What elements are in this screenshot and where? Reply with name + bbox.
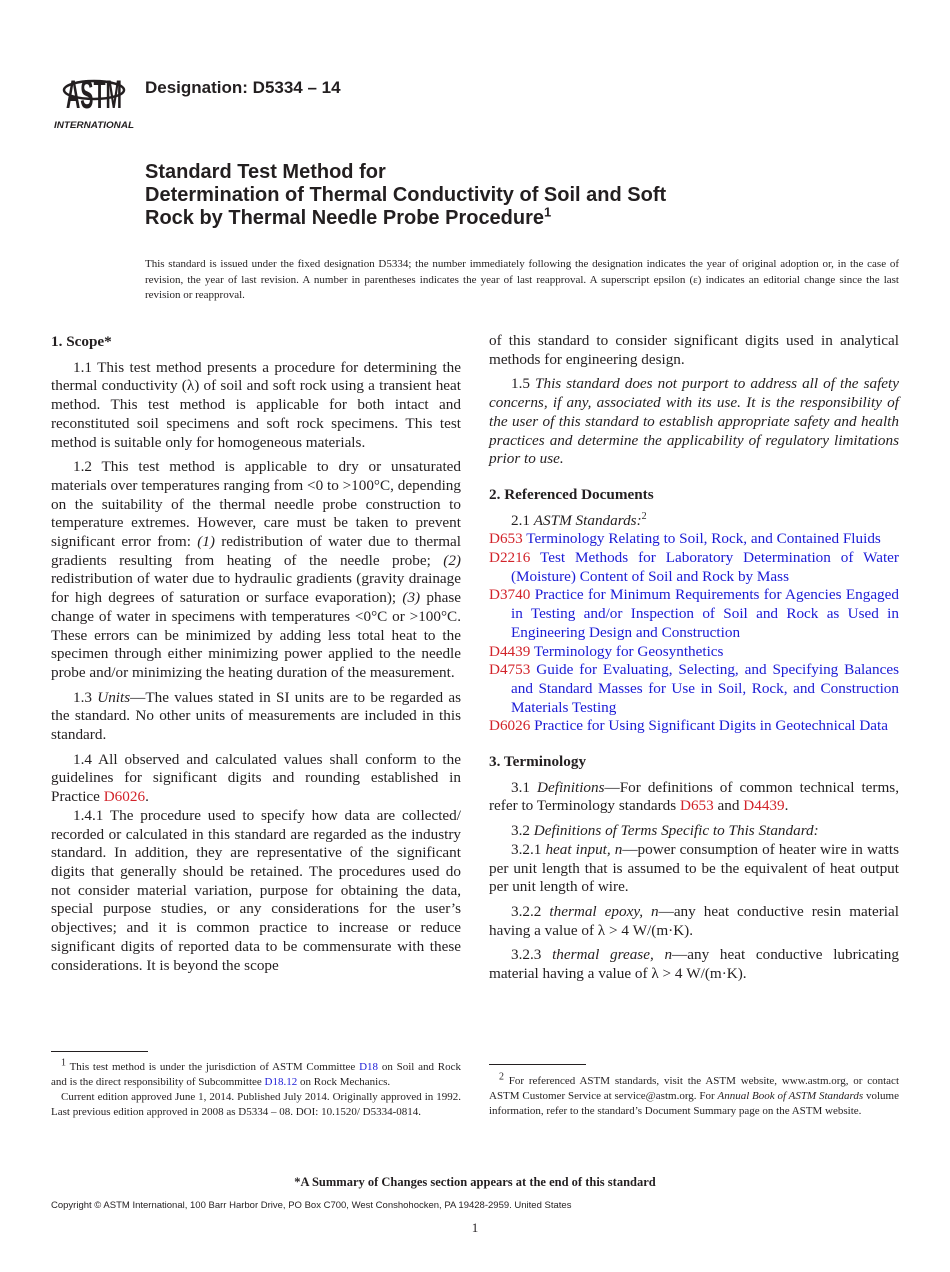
link-d18-12[interactable]: D18.12: [264, 1076, 298, 1088]
title-line-1: Standard Test Method for: [145, 161, 386, 183]
para-3-2-2: 3.2.2 thermal epoxy, n—any heat conductive resin material having a value of λ > 4 W/(m·K).: [489, 902, 899, 939]
section-3-heading: 3. Terminology: [489, 753, 587, 771]
copyright: Copyright © ASTM International, 100 Barr Harbor Drive, PO Box C700, West Conshohocken, PA 19428-2959. United States: [51, 1200, 572, 1211]
para-1-4: 1.4 All observed and calculated values shall conform to the guidelines for significant digits and rounding established in Practice D6026.: [51, 750, 461, 806]
intro-note: This standard is issued under the fixed designation D5334; the number immediately following the designation indicates the year of original adoption or, in the case of revision, the year of last revision. A number in parentheses indicates the year of last reapproval. A superscript epsilon (ε) indicates an editorial change since the last revision or reapproval.: [145, 258, 899, 301]
para-2-1: 2.1 ASTM Standards:$^2$: [511, 510, 647, 529]
para-1-5: 1.5 This standard does not purport to address all of the safety concerns, if any, associated with its use. It is the responsibility of the user of this standard to establish appropriate safety and health practices and determine the applicability of regulatory limitations prior to use.: [489, 375, 900, 468]
footnote-2: $^2$ For referenced ASTM standards, visit the ASTM website, www.astm.org, or contact ASTM Customer Service at service@astm.org. For Annual Book of ASTM Standards volume information, refer to the standard’s Document Summary page on the ASTM website.: [489, 1071, 899, 1117]
para-1-1: 1.1 This test method presents a procedure for determining the thermal conductivity (λ) of soil and soft rock using a transient heat method. This test method is applicable for both intact and reconstituted soil specimens and soft rock specimens. This test method is suitable only for homogeneous materials.: [51, 358, 461, 451]
para-3-2-3: 3.2.3 thermal grease, n—any heat conductive lubricating material having a value of λ > 4 W/(m·K).: [489, 946, 899, 983]
link-d4439[interactable]: D4439: [743, 797, 785, 815]
document-title: [145, 161, 666, 230]
astm-logo: [53, 58, 135, 130]
footnote-rule-right: [489, 1064, 586, 1065]
title-line-2: Determination of Thermal Conductivity of Soil and Soft: [145, 184, 667, 206]
para-3-2-1: 3.2.1 heat input, n—power consumption of heater wire in watts per unit length that is assumed to be the equivalent of heat output per unit length of wire.: [489, 840, 899, 896]
right-column: [489, 332, 899, 990]
reference-item[interactable]: D3740 Practice for Minimum Requirements for Agencies Engaged in Testing and/or Inspection of Soil and Rock as Used in Engineering Design and Construction: [489, 586, 899, 641]
footnote-rule-left: [51, 1051, 148, 1052]
reference-item[interactable]: D653 Terminology Relating to Soil, Rock, and Contained Fluids: [489, 530, 881, 548]
link-d653[interactable]: D653: [679, 797, 714, 815]
para-1-4-1: 1.4.1 The procedure used to specify how data are collected/ recorded or calculated in this standard are regarded as the industry standard. In addition, they are representative of the significant digits that generally should be retained. The procedures used do not consider material variation, purpose for obtaining the data, special purpose studies, or any considerations for the user’s objectives; and it is common practice to increase or reduce significant digits of reported data to be commensurate with these considerations. It is beyond the scope: [51, 806, 461, 974]
logo-subtext: INTERNATIONAL: [54, 120, 135, 131]
footnote-1: $^1$ This test method is under the jurisdiction of ASTM Committee D18 on Soil and Rock and is the direct responsibility of Subcommittee D18.12 on Rock Mechanics. Current edition approved June 1, 2014. Published July 2014. Originally approved in 1992. Last previous edition approved in 2008 as D5334 – 08. DOI: 10.1520/ D5334-0814.: [51, 1057, 461, 1118]
logo-text: ASTM: [66, 73, 122, 117]
reference-item[interactable]: D4439 Terminology for Geosynthetics: [489, 642, 724, 660]
summary-of-changes-note: *A Summary of Changes section appears at the end of this standard: [294, 1175, 656, 1189]
para-1-2: 1.2 This test method is applicable to dry or unsaturated materials over temperatures ranging from <0 to >100°C, depending on the suitability of the thermal needle probe construction to temperature extremes. However, care must be taken to prevent significant error from: (1) redistribution of water due to thermal gradients resulting from heating of the needle probe; (2) redistribution of water due to hydraulic gradients (gravity drainage for high degrees of saturation or surface evaporation); (3) phase change of water in specimens with temperatures <0°C or >100°C. These errors can be minimized by adding less total heat to the specimen through either minimizing power applied to the needle probe and/or minimizing the heating duration of the measurement.: [51, 458, 461, 681]
para-1-4-1-continued: of this standard to consider significant digits used in analytical methods for engineering design.: [489, 332, 899, 368]
reference-item[interactable]: D6026 Practice for Using Significant Digits in Geotechnical Data: [489, 717, 888, 735]
left-column: [51, 333, 461, 981]
designation: Designation: D5334 – 14: [145, 78, 341, 97]
title-footnote-ref: 1: [544, 204, 552, 220]
page-number: 1: [471, 1220, 479, 1235]
para-1-3: 1.3 Units—The values stated in SI units are to be regarded as the standard. No other units of measurements are included in this standard.: [51, 688, 461, 744]
section-2-heading: 2. Referenced Documents: [489, 485, 654, 503]
para-3-2: 3.2 Definitions of Terms Specific to This Standard:: [511, 822, 819, 840]
reference-item[interactable]: D2216 Test Methods for Laboratory Determination of Water (Moisture) Content of Soil and Rock by Mass: [489, 549, 899, 585]
reference-item[interactable]: D4753 Guide for Evaluating, Selecting, and Specifying Balances and Standard Masses for Use in Soil, Rock, and Construction Materials Testing: [489, 661, 900, 716]
section-1-heading: 1. Scope*: [51, 333, 112, 350]
link-d6026[interactable]: D6026: [103, 788, 146, 806]
referenced-documents-list: [489, 530, 899, 736]
para-3-1: 3.1 Definitions—For definitions of common technical terms, refer to Terminology standards D653 and D4439.: [489, 778, 900, 815]
link-d18[interactable]: D18: [359, 1061, 379, 1073]
title-line-3: Rock by Thermal Needle Probe Procedure: [145, 207, 545, 229]
